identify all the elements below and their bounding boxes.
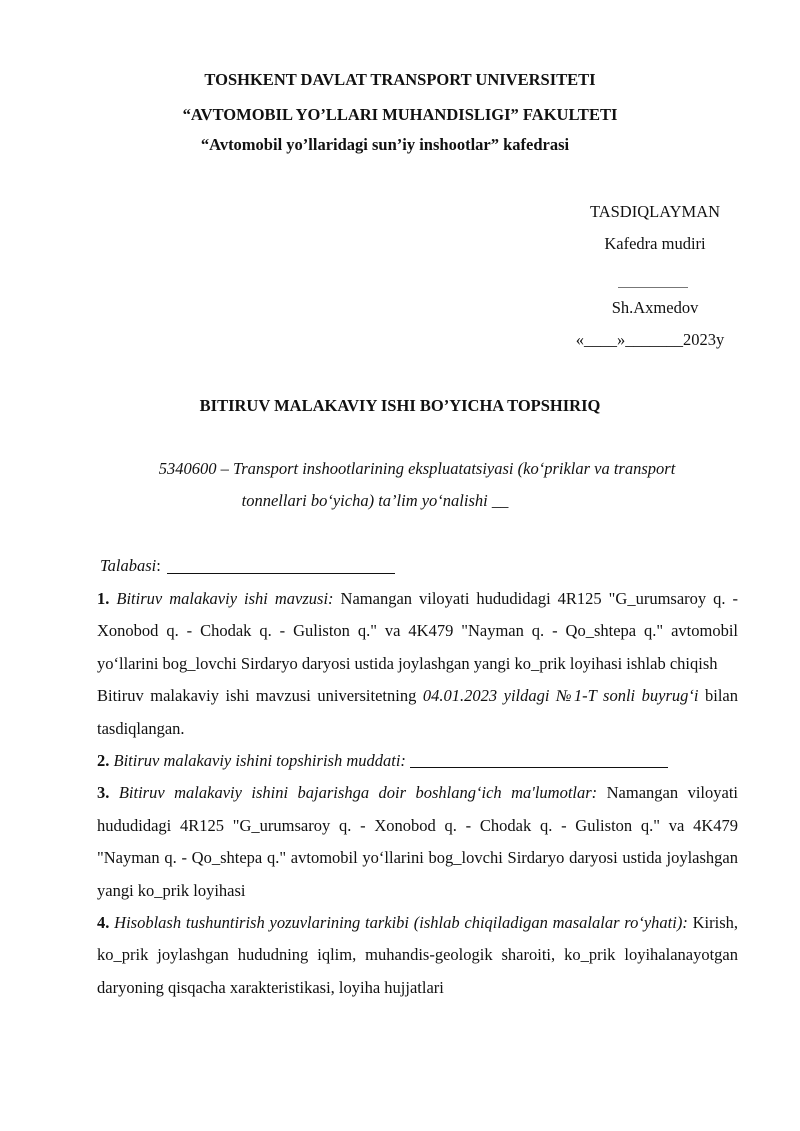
- item-1-number: 1.: [97, 589, 110, 608]
- student-colon: :: [156, 556, 161, 575]
- approver-name: Sh.Axmedov: [611, 298, 699, 317]
- approval-note: [97, 680, 738, 745]
- item-3-number: 3.: [97, 783, 110, 803]
- student-label: Talabasi: [100, 556, 157, 575]
- approval-note-text-b: bilan tasdiqlangan.: [97, 686, 738, 738]
- approval-date: «____»_______2023y: [575, 330, 725, 349]
- item-4-label: Hisoblash tushuntirish yozuvlarining tarkibi (ishlab chiqiladigan masalalar ro‘yhati):: [114, 913, 688, 933]
- student-field: [100, 556, 395, 576]
- item-4: [97, 907, 738, 1004]
- item-4-number: 4.: [97, 913, 110, 933]
- university-name: TOSHKENT DAVLAT TRANSPORT UNIVERSITETI: [204, 70, 596, 89]
- document-title: BITIRUV MALAKAVIY ISHI BO’YICHA TOPSHIRIQ: [199, 396, 601, 415]
- item-3: [97, 777, 738, 907]
- item-3-label: Bitiruv malakaviy ishini bajarishga doir boshlang‘ich ma'lumotlar:: [118, 783, 598, 803]
- approval-note-text-a: Bitiruv malakaviy ishi mavzusi universitetning: [97, 686, 423, 706]
- department-name: “Avtomobil yo’llaridagi sun’iy inshootlar” kafedrasi: [200, 135, 570, 154]
- item-1: [97, 583, 738, 680]
- item-3-text: Namangan viloyati hududidagi 4R125 "G_urumsaroy q. - Xonobod q. - Chodak q. - Guliston q." va 4K479 "Nayman q. - Qo_shtepa q." avtomobil yo‘llarini bog_lovchi Sirdaryo daryosi ustida joylashgan yangi ko_prik loyihasi: [97, 783, 738, 900]
- approve-word: TASDIQLAYMAN: [589, 202, 721, 221]
- item-1-text: Namangan viloyati hududidagi 4R125 "G_urumsaroy q. - Xonobod q. - Chodak q. - Guliston q." va 4K479 "Nayman q. - Qo_shtepa q." avtomobil yo‘llarini bog_lovchi Sirdaryo daryosi ustida joylashgan yangi ko_prik loyihasi ishlab chiqish: [97, 589, 739, 673]
- approver-position: Kafedra mudiri: [604, 234, 706, 253]
- item-2: [97, 745, 738, 777]
- approval-note-order: 04.01.2023 yildagi №1-T sonli buyrug‘i: [422, 686, 699, 706]
- item-2-number: 2.: [97, 751, 110, 771]
- item-4-text: Kirish, ko_prik joylashgan hududning iqlim, muhandis-geologik sharoiti, ko_prik loyihalanayotgan daryoning qisqacha xarakteristikasi, loyiha hujjatlari: [97, 913, 738, 997]
- task-body: [97, 583, 738, 1004]
- specialty-line-2: tonnellari bo‘yicha) ta’lim yo‘nalishi __: [241, 491, 509, 510]
- faculty-name: “AVTOMOBIL YO’LLARI MUHANDISLIGI” FAKULTETI: [182, 105, 618, 124]
- student-name-blank: [167, 557, 395, 574]
- specialty-line-1: 5340600 – Transport inshootlarining ekspluatatsiyasi (ko‘priklar va transport: [158, 459, 676, 478]
- item-2-label: Bitiruv malakaviy ishini topshirish muddati:: [113, 751, 406, 771]
- item-1-label: Bitiruv malakaviy ishi mavzusi:: [116, 589, 334, 608]
- deadline-blank: [410, 753, 668, 768]
- signature-line: [618, 287, 688, 288]
